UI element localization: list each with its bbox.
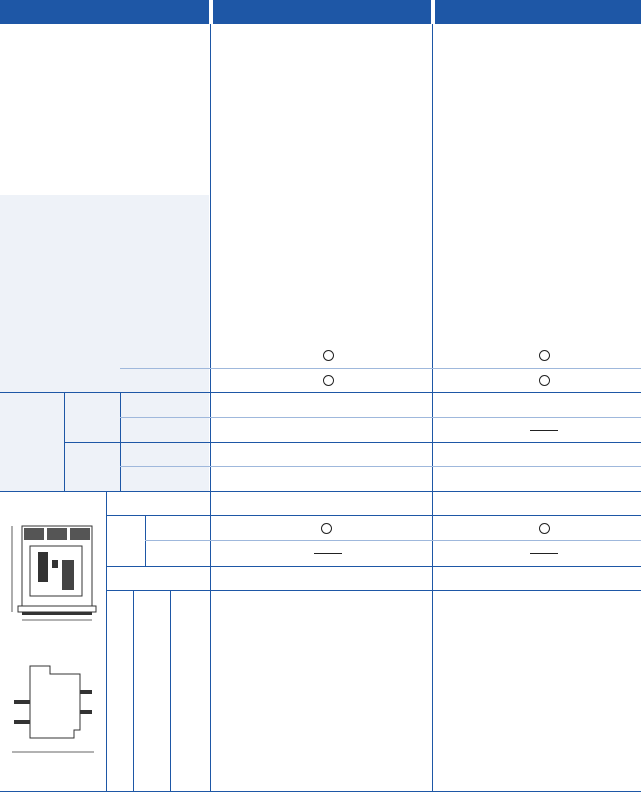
elec-690-bw6300-dash	[530, 430, 558, 431]
label-band	[0, 195, 209, 491]
circle-std-bw6300-icon	[539, 350, 550, 361]
header-bw4000	[213, 0, 431, 24]
circle-std-bw4000-icon	[323, 350, 334, 361]
fixed-bw6300-dash	[530, 553, 558, 554]
circle-comm-bw4000-icon	[323, 375, 334, 386]
breaker-side-view-drawing	[0, 660, 104, 770]
header-model	[0, 0, 209, 24]
header-bw6300	[435, 0, 641, 24]
circle-comm-bw6300-icon	[539, 375, 550, 386]
circle-drawout-bw4000-icon	[321, 523, 332, 534]
breaker-front-view-drawing	[0, 520, 104, 630]
fixed-bw4000-dash	[314, 553, 342, 554]
circle-drawout-bw6300-icon	[539, 523, 550, 534]
